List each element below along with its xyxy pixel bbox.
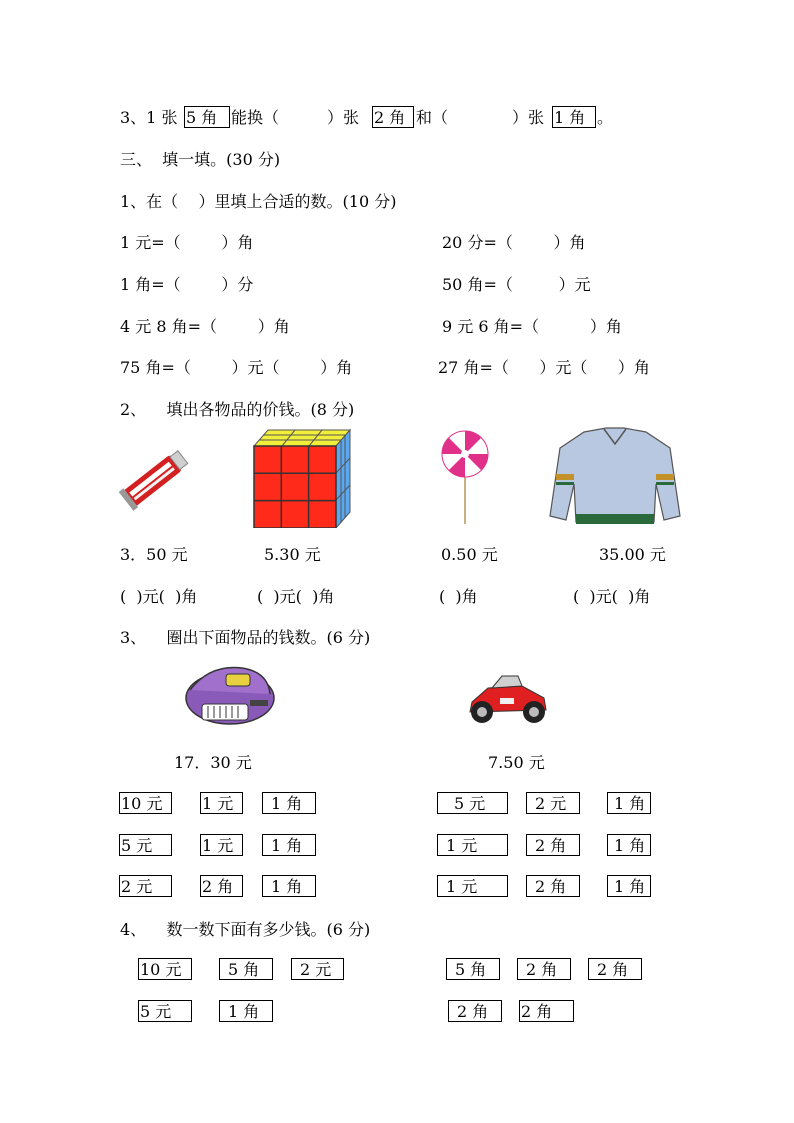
answer-blank: ( )元( )角	[573, 587, 651, 606]
q3-prefix: 3、1 张	[120, 108, 178, 127]
money-note: 10 元	[138, 958, 192, 980]
money-note: 2 角	[517, 958, 571, 980]
question-title: 4、 数一数下面有多少钱。(6 分)	[120, 920, 371, 939]
price-label: 0.50 元	[441, 545, 498, 564]
money-note[interactable]: 1 角	[607, 792, 651, 814]
rubiks-cube-image	[252, 428, 352, 528]
fill-item: 20 分=（ ）角	[442, 233, 586, 252]
money-note[interactable]: 1 元	[437, 875, 508, 897]
money-note[interactable]: 10 元	[119, 792, 172, 814]
price-label: 35.00 元	[599, 545, 666, 564]
money-note: 5 元	[138, 1000, 192, 1022]
toothpaste-image	[118, 440, 194, 516]
fill-item: 50 角=（ ）元	[442, 275, 591, 294]
fill-item: 9 元 6 角=（ ）角	[442, 317, 622, 336]
money-note[interactable]: 1 角	[607, 834, 651, 856]
money-note: 5 角	[219, 958, 273, 980]
q3-mid2: 和（ ）张	[416, 108, 545, 127]
money-note[interactable]: 5 元	[119, 834, 172, 856]
money-note[interactable]: 1 角	[262, 792, 316, 814]
fill-item: 1 角=（ ）分	[120, 275, 254, 294]
note-2jiao: 2 角	[372, 106, 414, 128]
money-note[interactable]: 2 角	[526, 875, 580, 897]
price-label: 3．50 元	[120, 545, 188, 564]
money-note[interactable]: 1 角	[607, 875, 651, 897]
money-note[interactable]: 1 角	[262, 834, 316, 856]
fill-item: 4 元 8 角=（ ）角	[120, 317, 290, 336]
money-note[interactable]: 1 元	[200, 792, 243, 814]
money-note[interactable]: 1 元	[437, 834, 508, 856]
money-note: 2 角	[588, 958, 642, 980]
price-label: 17．30 元	[174, 753, 252, 772]
toy-car-image	[462, 668, 554, 730]
sweater-image	[548, 426, 682, 532]
money-note[interactable]: 1 角	[262, 875, 316, 897]
lollipop-image	[430, 430, 500, 526]
q3-mid1: 能换（ ）张	[231, 108, 360, 127]
money-note: 2 角	[519, 1000, 574, 1022]
q3-suffix: 。	[597, 108, 614, 127]
money-note[interactable]: 5 元	[437, 792, 508, 814]
money-note: 2 元	[291, 958, 344, 980]
answer-blank: ( )角	[439, 587, 478, 606]
money-note: 5 角	[446, 958, 500, 980]
price-label: 7.50 元	[488, 753, 545, 772]
money-note: 1 角	[219, 1000, 273, 1022]
question-title: 3、 圈出下面物品的钱数。(6 分)	[120, 628, 371, 647]
toy-machine-image	[180, 660, 278, 728]
fill-item: 75 角=（ ）元（ ）角	[120, 358, 353, 377]
money-note[interactable]: 2 元	[119, 875, 172, 897]
fill-item: 27 角=（ ）元（ ）角	[438, 358, 650, 377]
note-5jiao: 5 角	[184, 106, 230, 128]
money-note[interactable]: 2 元	[526, 792, 580, 814]
money-note: 2 角	[448, 1000, 502, 1022]
question-title: 1、在（ ）里填上合适的数。(10 分)	[120, 192, 397, 211]
note-1jiao: 1 角	[552, 106, 596, 128]
fill-item: 1 元=（ ）角	[120, 233, 254, 252]
money-note[interactable]: 1 元	[200, 834, 243, 856]
answer-blank: ( )元( )角	[257, 587, 335, 606]
section-title: 三、 填一填。(30 分)	[120, 150, 281, 169]
money-note[interactable]: 2 角	[526, 834, 580, 856]
price-label: 5.30 元	[264, 545, 321, 564]
question-title: 2、 填出各物品的价钱。(8 分)	[120, 400, 355, 419]
answer-blank: ( )元( )角	[120, 587, 198, 606]
money-note[interactable]: 2 角	[200, 875, 243, 897]
